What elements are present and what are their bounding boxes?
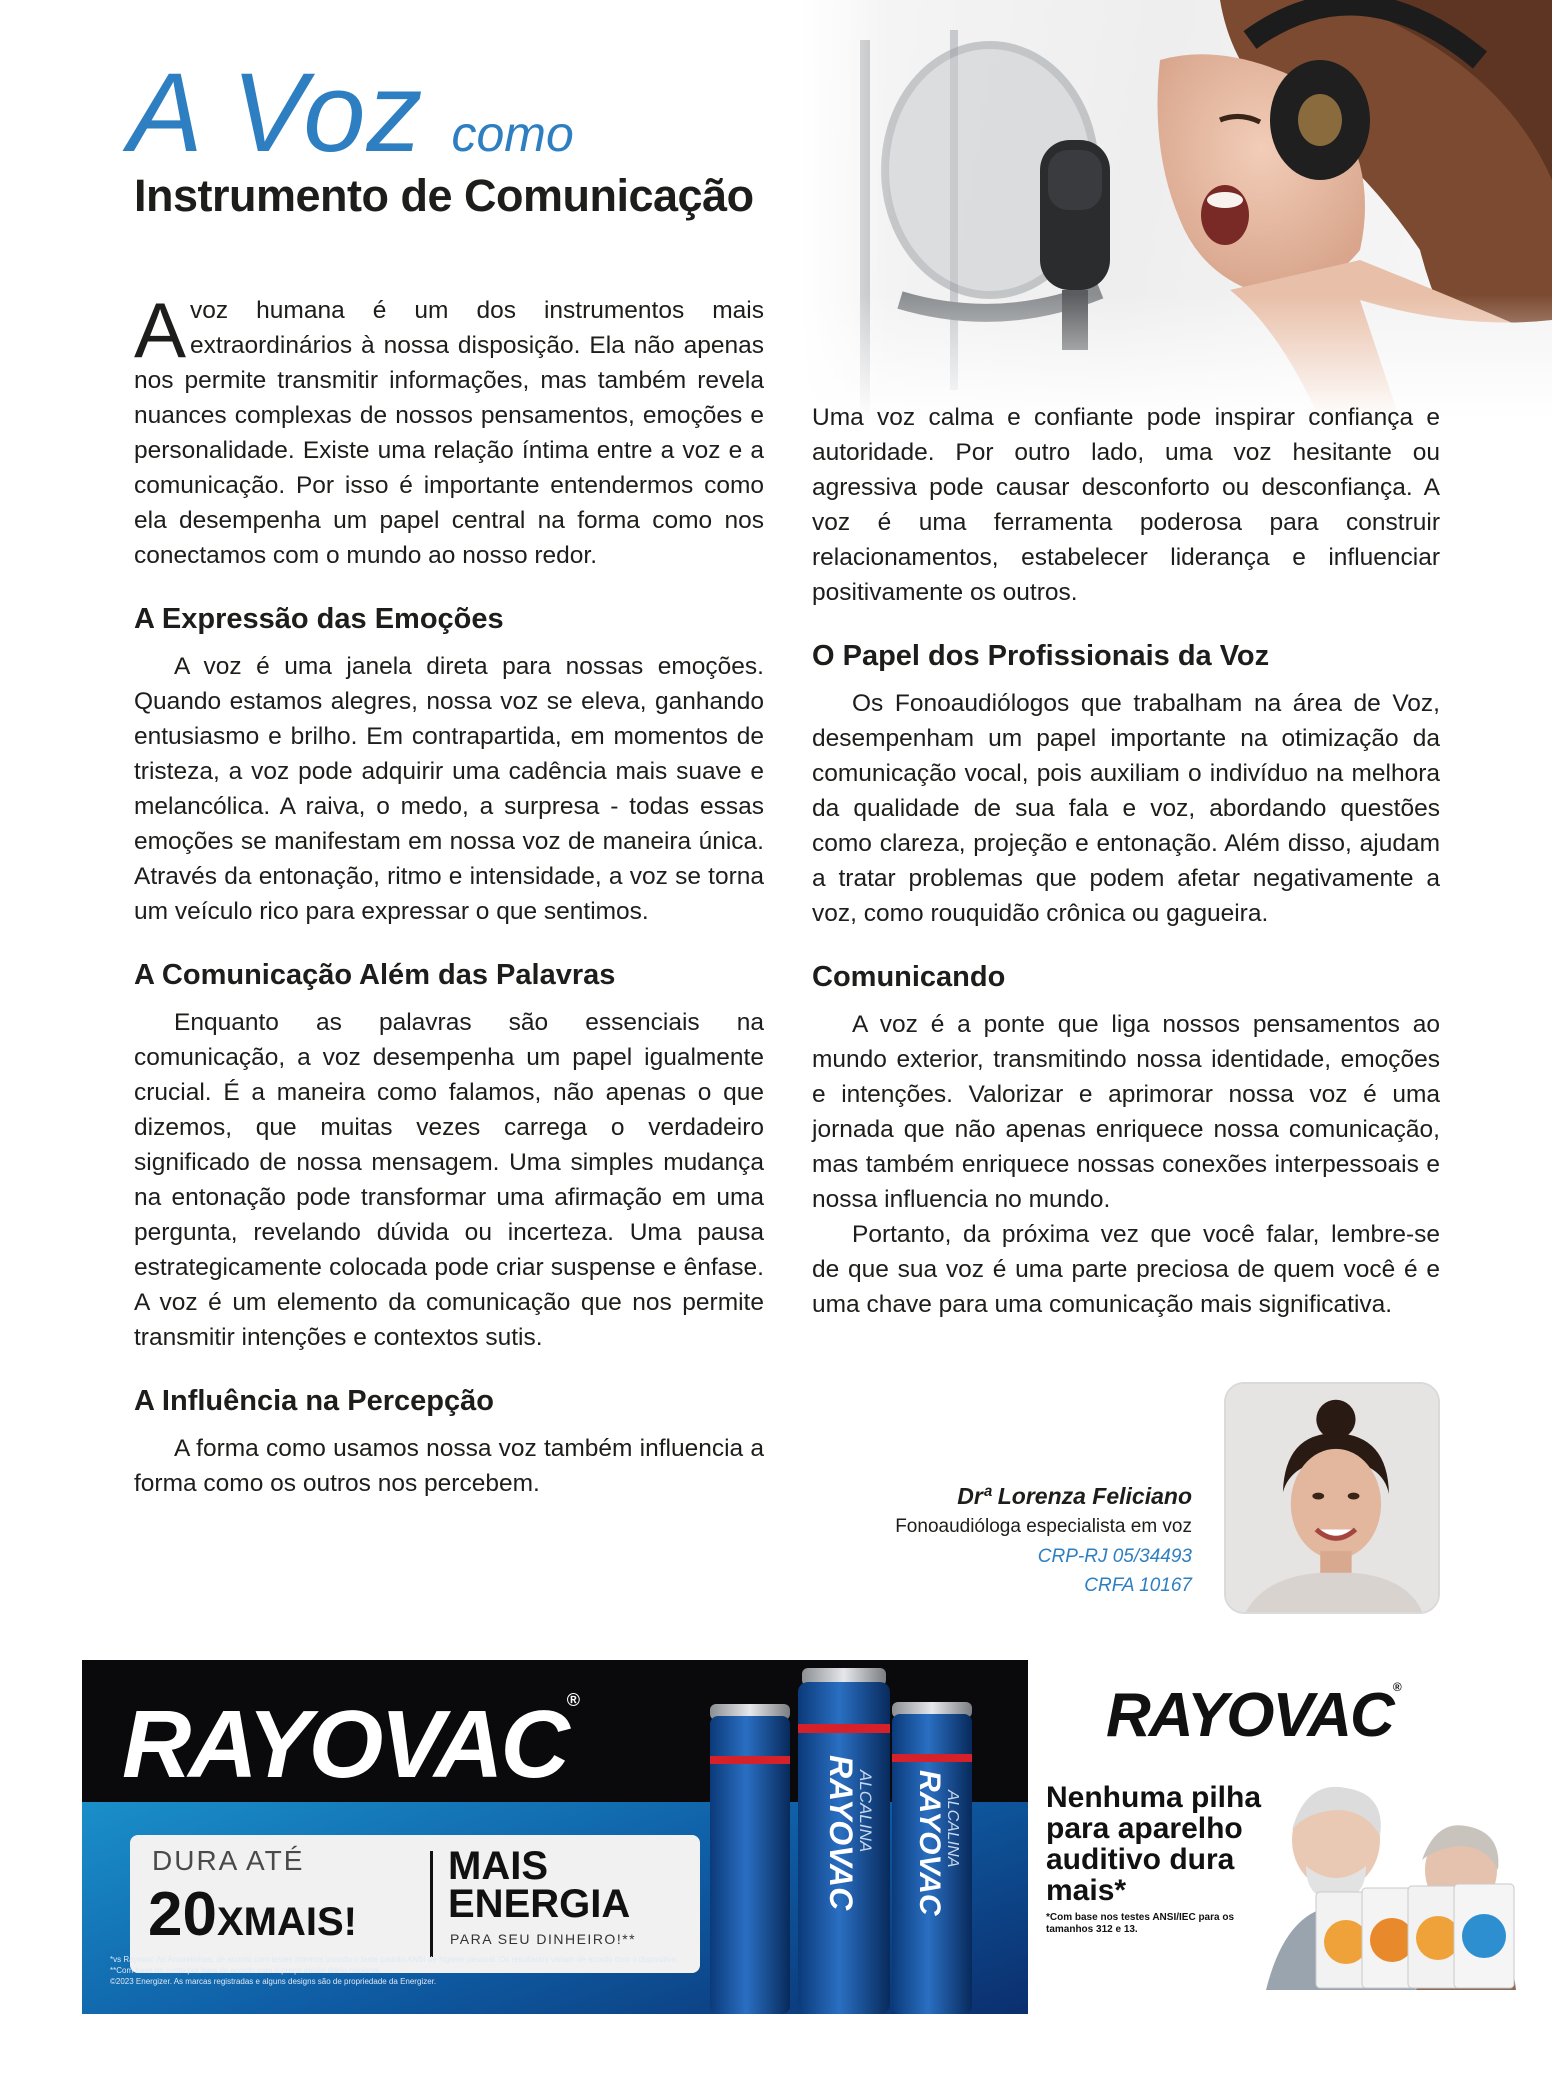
- hearing-aid-battery-packs: [1314, 1882, 1516, 1990]
- ad-dura-ate: DURA ATÉ: [152, 1845, 305, 1876]
- ad-separator: [430, 1851, 433, 1957]
- heading-comunicacao-alem: A Comunicação Além das Palavras: [134, 959, 616, 991]
- ad-20x-mais: 20XMAIS!: [148, 1880, 357, 1949]
- article-column-right: [812, 400, 1440, 1322]
- article-subtitle: Instrumento de Comunicação: [134, 170, 754, 221]
- ad-mais-energia: MAIS ENERGIA: [448, 1844, 631, 1926]
- article-column-left: [134, 286, 764, 1501]
- paragraph-comunicando: A voz é a ponte que liga nossos pensamentos ao mundo exterior, transmitindo nossa identidade, emoções e intenções. Valorizar e aprimorar nossa voz é uma jornada que não apenas enriquece nossa comunicação, mas também enriquece nossas conexões interpessoais e nossa influencia no mundo.: [812, 1011, 1440, 1213]
- rayovac-battery-ad[interactable]: [82, 1660, 1028, 2014]
- intro-paragraph: [134, 286, 764, 573]
- ad-fine-print: *vs Rayovac As Amarelinhas, de acordo com testes internos usando o teste padrão ANSI de higiene pessoal. Os resultados variam de acordo com o dispositivo. **Com base no custo por hora de acordo com o preço médio diário nacional. ©2023 Energizer. As marcas registradas e alguns designs são de propriedade da Energizer.: [110, 1955, 679, 1986]
- paragraph-papel-profissionais: Os Fonoaudiólogos que trabalham na área de Voz, desempenham um papel importante na otimização da comunicação vocal, pois auxiliam o indivíduo na melhora da qualidade de sua fala e voz, abordando questões como clareza, projeção e entonação. Além disso, ajudam a tratar problemas que podem afetar negativamente a voz, como rouquidão crônica ou gagueira.: [812, 690, 1440, 927]
- aa-batteries-image: [710, 1660, 1028, 2014]
- paragraph-comunicacao-alem: Enquanto as palavras são essenciais na comunicação, a voz desempenha um papel igualmente crucial. É a maneira como falamos, não apenas o que dizemos, que muitas vezes carrega o verdadeiro significado de nossa mensagem. Uma simples mudança na entonação pode transformar uma afirmação em uma pergunta, revelando dúvida ou incerteza. Uma pausa estrategicamente colocada pode criar suspense e ênfase. A voz é um elemento da comunicação que nos permite transmitir intenções e contextos sutis.: [134, 1009, 764, 1351]
- paragraph-expressao-emocoes: A voz é uma janela direta para nossas emoções. Quando estamos alegres, nossa voz se eleva, ganhando entusiasmo e brilho. Em contrapartida, em momentos de tristeza, a voz pode adquirir uma cadência mais suave e melancólica. A raiva, o medo, a surpresa - todas essas emoções se manifestam em nossa voz de maneira única. Através da entonação, ritmo e intensidade, a voz se torna um veículo rico para expressar o que sentimos.: [134, 653, 764, 925]
- singer-microphone-photo: [800, 0, 1552, 420]
- author-crfa: CRFA 10167: [1084, 1575, 1192, 1596]
- author-role: Fonoaudióloga especialista em voz: [895, 1516, 1192, 1537]
- rayovac-logo-small: RAYOVAC®: [1106, 1680, 1400, 1750]
- paragraph-comunicando-closing: Portanto, da próxima vez que você falar, lembre-se de que sua voz é uma parte preciosa de quem você é e uma chave para uma comunicação mais significativa.: [812, 1221, 1440, 1318]
- battery-sub-right: ALCALINA: [944, 1790, 961, 1868]
- author-crp: CRP-RJ 05/34493: [1037, 1546, 1192, 1567]
- heading-papel-profissionais: O Papel dos Profissionais da Voz: [812, 640, 1270, 672]
- title-main: A Voz: [128, 50, 424, 175]
- heading-expressao-emocoes: A Expressão das Emoções: [134, 603, 504, 635]
- author-name: Drª Lorenza Feliciano: [957, 1483, 1192, 1509]
- author-portrait: [1224, 1382, 1440, 1614]
- battery-sub-center: ALCALINA: [856, 1770, 875, 1853]
- paragraph-influencia-continued: Uma voz calma e confiante pode inspirar confiança e autoridade. Por outro lado, uma voz hesitante ou agressiva pode causar desconforto ou desconfiança. A voz é uma ferramenta poderosa para construir relacionamentos, estabelecer liderança e influenciar positivamente os outros.: [812, 404, 1440, 606]
- drop-cap: A: [134, 286, 187, 374]
- ad-claim-box: [130, 1835, 700, 1973]
- battery-brand-center: RAYOVAC: [823, 1755, 859, 1911]
- hearing-ad-headline: Nenhuma pilha para aparelho auditivo dura mais*: [1046, 1781, 1262, 1907]
- title-connector: como: [451, 106, 574, 162]
- heading-influencia-percepcao: A Influência na Percepção: [134, 1385, 494, 1417]
- author-credit: [772, 1480, 1192, 1600]
- ad-para-seu-dinheiro: PARA SEU DINHEIRO!**: [450, 1931, 637, 1947]
- battery-brand-right: RAYOVAC: [913, 1770, 946, 1916]
- heading-comunicando: Comunicando: [812, 961, 1006, 993]
- rayovac-logo: RAYOVAC®: [122, 1690, 581, 1798]
- article-title: [128, 48, 574, 177]
- intro-text: voz humana é um dos instrumentos mais extraordinários à nossa disposição. Ela não apenas nos permite transmitir informações, mas também revela nuances complexas de nossos pensamentos, emoções e personalidade. Existe uma relação íntima entre a voz e a comunicação. Por isso é importante entendermos como ela desempenha um papel central na forma como nos conectamos com o mundo ao nosso redor.: [134, 297, 764, 569]
- paragraph-influencia-percepcao: A forma como usamos nossa voz também influencia a forma como os outros nos percebem.: [134, 1435, 764, 1497]
- hearing-ad-footnote: *Com base nos testes ANSI/IEC para os tamanhos 312 e 13.: [1046, 1912, 1235, 1935]
- rayovac-hearing-aid-ad[interactable]: [1046, 1660, 1516, 2080]
